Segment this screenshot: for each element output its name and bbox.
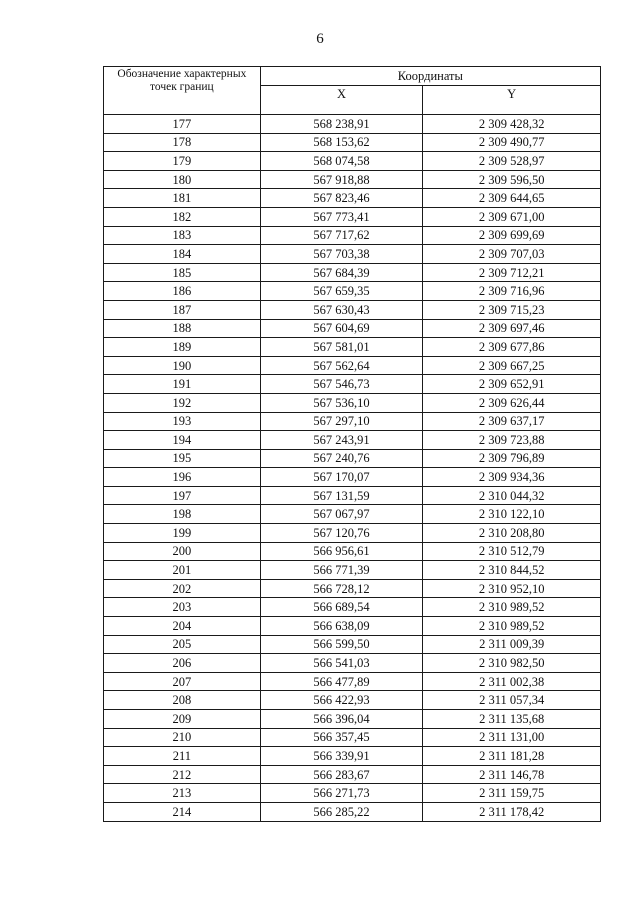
table-row [104, 245, 601, 264]
point-cell: 211 [104, 747, 261, 766]
point-cell: 178 [104, 133, 261, 152]
table-row [104, 115, 601, 134]
x-coordinate-cell: 566 477,89 [260, 672, 423, 691]
point-cell: 185 [104, 263, 261, 282]
table-row [104, 468, 601, 487]
y-coordinate-cell: 2 311 159,75 [423, 784, 601, 803]
x-coordinate-cell: 566 357,45 [260, 728, 423, 747]
y-coordinate-cell: 2 309 796,89 [423, 449, 601, 468]
coordinates-header: Координаты [260, 67, 600, 86]
x-coordinate-cell: 566 771,39 [260, 561, 423, 580]
x-coordinate-cell: 566 283,67 [260, 765, 423, 784]
y-coordinate-cell: 2 311 178,42 [423, 802, 601, 821]
table-row [104, 617, 601, 636]
x-coordinate-cell: 567 120,76 [260, 524, 423, 543]
x-coordinate-cell: 566 541,03 [260, 654, 423, 673]
point-cell: 193 [104, 412, 261, 431]
x-coordinate-cell: 566 339,91 [260, 747, 423, 766]
point-cell: 191 [104, 375, 261, 394]
table-row [104, 282, 601, 301]
point-cell: 212 [104, 765, 261, 784]
point-cell: 205 [104, 635, 261, 654]
point-cell: 200 [104, 542, 261, 561]
point-cell: 208 [104, 691, 261, 710]
y-coordinate-cell: 2 309 723,88 [423, 431, 601, 450]
point-cell: 181 [104, 189, 261, 208]
table-row [104, 691, 601, 710]
y-coordinate-cell: 2 311 057,34 [423, 691, 601, 710]
y-coordinate-cell: 2 311 146,78 [423, 765, 601, 784]
y-coordinate-cell: 2 311 181,28 [423, 747, 601, 766]
y-coordinate-cell: 2 309 712,21 [423, 263, 601, 282]
table-row [104, 710, 601, 729]
y-coordinate-cell: 2 310 989,52 [423, 617, 601, 636]
point-cell: 189 [104, 338, 261, 357]
table-header [104, 67, 601, 115]
point-cell: 197 [104, 486, 261, 505]
table-row [104, 505, 601, 524]
point-cell: 177 [104, 115, 261, 134]
x-coordinate-cell: 566 285,22 [260, 802, 423, 821]
table-row [104, 672, 601, 691]
x-coordinate-cell: 567 684,39 [260, 263, 423, 282]
point-cell: 190 [104, 356, 261, 375]
table-row [104, 561, 601, 580]
y-coordinate-cell: 2 309 715,23 [423, 300, 601, 319]
y-coordinate-cell: 2 309 671,00 [423, 207, 601, 226]
x-coordinate-cell: 567 630,43 [260, 300, 423, 319]
y-coordinate-cell: 2 309 528,97 [423, 152, 601, 171]
x-coordinate-cell: 567 170,07 [260, 468, 423, 487]
table-row [104, 431, 601, 450]
point-cell: 206 [104, 654, 261, 673]
table-row [104, 598, 601, 617]
x-coordinate-cell: 567 067,97 [260, 505, 423, 524]
point-cell: 209 [104, 710, 261, 729]
y-coordinate-cell: 2 309 667,25 [423, 356, 601, 375]
x-coordinate-cell: 567 773,41 [260, 207, 423, 226]
y-coordinate-cell: 2 309 677,86 [423, 338, 601, 357]
y-coordinate-cell: 2 310 989,52 [423, 598, 601, 617]
point-cell: 192 [104, 393, 261, 412]
y-coordinate-cell: 2 310 952,10 [423, 579, 601, 598]
point-cell: 183 [104, 226, 261, 245]
x-coordinate-cell: 567 243,91 [260, 431, 423, 450]
table-row [104, 133, 601, 152]
y-coordinate-cell: 2 311 009,39 [423, 635, 601, 654]
point-cell: 188 [104, 319, 261, 338]
x-coordinate-cell: 567 581,01 [260, 338, 423, 357]
y-coordinate-cell: 2 309 699,69 [423, 226, 601, 245]
y-coordinate-cell: 2 310 122,10 [423, 505, 601, 524]
x-coordinate-cell: 568 153,62 [260, 133, 423, 152]
table-row [104, 654, 601, 673]
coordinates-table [103, 66, 601, 822]
y-coordinate-cell: 2 309 652,91 [423, 375, 601, 394]
x-column-header: X [260, 86, 423, 115]
x-coordinate-cell: 566 638,09 [260, 617, 423, 636]
x-coordinate-cell: 566 689,54 [260, 598, 423, 617]
x-coordinate-cell: 566 599,50 [260, 635, 423, 654]
table-row [104, 170, 601, 189]
y-coordinate-cell: 2 309 697,46 [423, 319, 601, 338]
point-cell: 196 [104, 468, 261, 487]
x-coordinate-cell: 567 546,73 [260, 375, 423, 394]
x-coordinate-cell: 567 297,10 [260, 412, 423, 431]
table-row [104, 765, 601, 784]
y-coordinate-cell: 2 310 044,32 [423, 486, 601, 505]
y-coordinate-cell: 2 310 844,52 [423, 561, 601, 580]
point-cell: 210 [104, 728, 261, 747]
point-cell: 187 [104, 300, 261, 319]
table-row [104, 486, 601, 505]
y-coordinate-cell: 2 309 626,44 [423, 393, 601, 412]
y-coordinate-cell: 2 310 208,80 [423, 524, 601, 543]
x-coordinate-cell: 566 728,12 [260, 579, 423, 598]
y-coordinate-cell: 2 310 982,50 [423, 654, 601, 673]
point-cell: 195 [104, 449, 261, 468]
table-row [104, 226, 601, 245]
x-coordinate-cell: 566 396,04 [260, 710, 423, 729]
table-row [104, 579, 601, 598]
y-coordinate-cell: 2 311 135,68 [423, 710, 601, 729]
point-designation-header: Обозначение характерных точек границ [104, 67, 261, 115]
x-coordinate-cell: 567 659,35 [260, 282, 423, 301]
x-coordinate-cell: 567 703,38 [260, 245, 423, 264]
table-row [104, 393, 601, 412]
x-coordinate-cell: 567 717,62 [260, 226, 423, 245]
x-coordinate-cell: 567 562,64 [260, 356, 423, 375]
x-coordinate-cell: 566 271,73 [260, 784, 423, 803]
table-row [104, 356, 601, 375]
y-coordinate-cell: 2 309 707,03 [423, 245, 601, 264]
x-coordinate-cell: 567 131,59 [260, 486, 423, 505]
point-cell: 184 [104, 245, 261, 264]
point-cell: 179 [104, 152, 261, 171]
table-row [104, 524, 601, 543]
x-coordinate-cell: 567 240,76 [260, 449, 423, 468]
table-row [104, 635, 601, 654]
point-cell: 194 [104, 431, 261, 450]
x-coordinate-cell: 567 823,46 [260, 189, 423, 208]
x-coordinate-cell: 567 604,69 [260, 319, 423, 338]
point-cell: 198 [104, 505, 261, 524]
y-coordinate-cell: 2 309 596,50 [423, 170, 601, 189]
x-coordinate-cell: 567 536,10 [260, 393, 423, 412]
table-row [104, 542, 601, 561]
table-row [104, 207, 601, 226]
y-coordinate-cell: 2 309 716,96 [423, 282, 601, 301]
x-coordinate-cell: 568 074,58 [260, 152, 423, 171]
table-row [104, 263, 601, 282]
table-row [104, 747, 601, 766]
y-column-header: Y [423, 86, 601, 115]
y-coordinate-cell: 2 309 490,77 [423, 133, 601, 152]
table-row [104, 728, 601, 747]
point-cell: 213 [104, 784, 261, 803]
y-coordinate-cell: 2 310 512,79 [423, 542, 601, 561]
table-body [104, 115, 601, 822]
table-row [104, 189, 601, 208]
y-coordinate-cell: 2 309 637,17 [423, 412, 601, 431]
point-cell: 180 [104, 170, 261, 189]
table-row [104, 375, 601, 394]
table-row [104, 300, 601, 319]
point-cell: 207 [104, 672, 261, 691]
point-cell: 204 [104, 617, 261, 636]
point-cell: 186 [104, 282, 261, 301]
y-coordinate-cell: 2 311 131,00 [423, 728, 601, 747]
table-row [104, 784, 601, 803]
x-coordinate-cell: 566 422,93 [260, 691, 423, 710]
y-coordinate-cell: 2 309 934,36 [423, 468, 601, 487]
y-coordinate-cell: 2 309 428,32 [423, 115, 601, 134]
table-row [104, 449, 601, 468]
y-coordinate-cell: 2 309 644,65 [423, 189, 601, 208]
table-row [104, 802, 601, 821]
x-coordinate-cell: 568 238,91 [260, 115, 423, 134]
table-row [104, 152, 601, 171]
point-cell: 199 [104, 524, 261, 543]
point-cell: 202 [104, 579, 261, 598]
point-cell: 182 [104, 207, 261, 226]
table-row [104, 319, 601, 338]
table-row [104, 338, 601, 357]
page-number: 6 [316, 31, 324, 47]
point-cell: 201 [104, 561, 261, 580]
y-coordinate-cell: 2 311 002,38 [423, 672, 601, 691]
point-cell: 214 [104, 802, 261, 821]
x-coordinate-cell: 566 956,61 [260, 542, 423, 561]
table-row [104, 412, 601, 431]
x-coordinate-cell: 567 918,88 [260, 170, 423, 189]
point-cell: 203 [104, 598, 261, 617]
